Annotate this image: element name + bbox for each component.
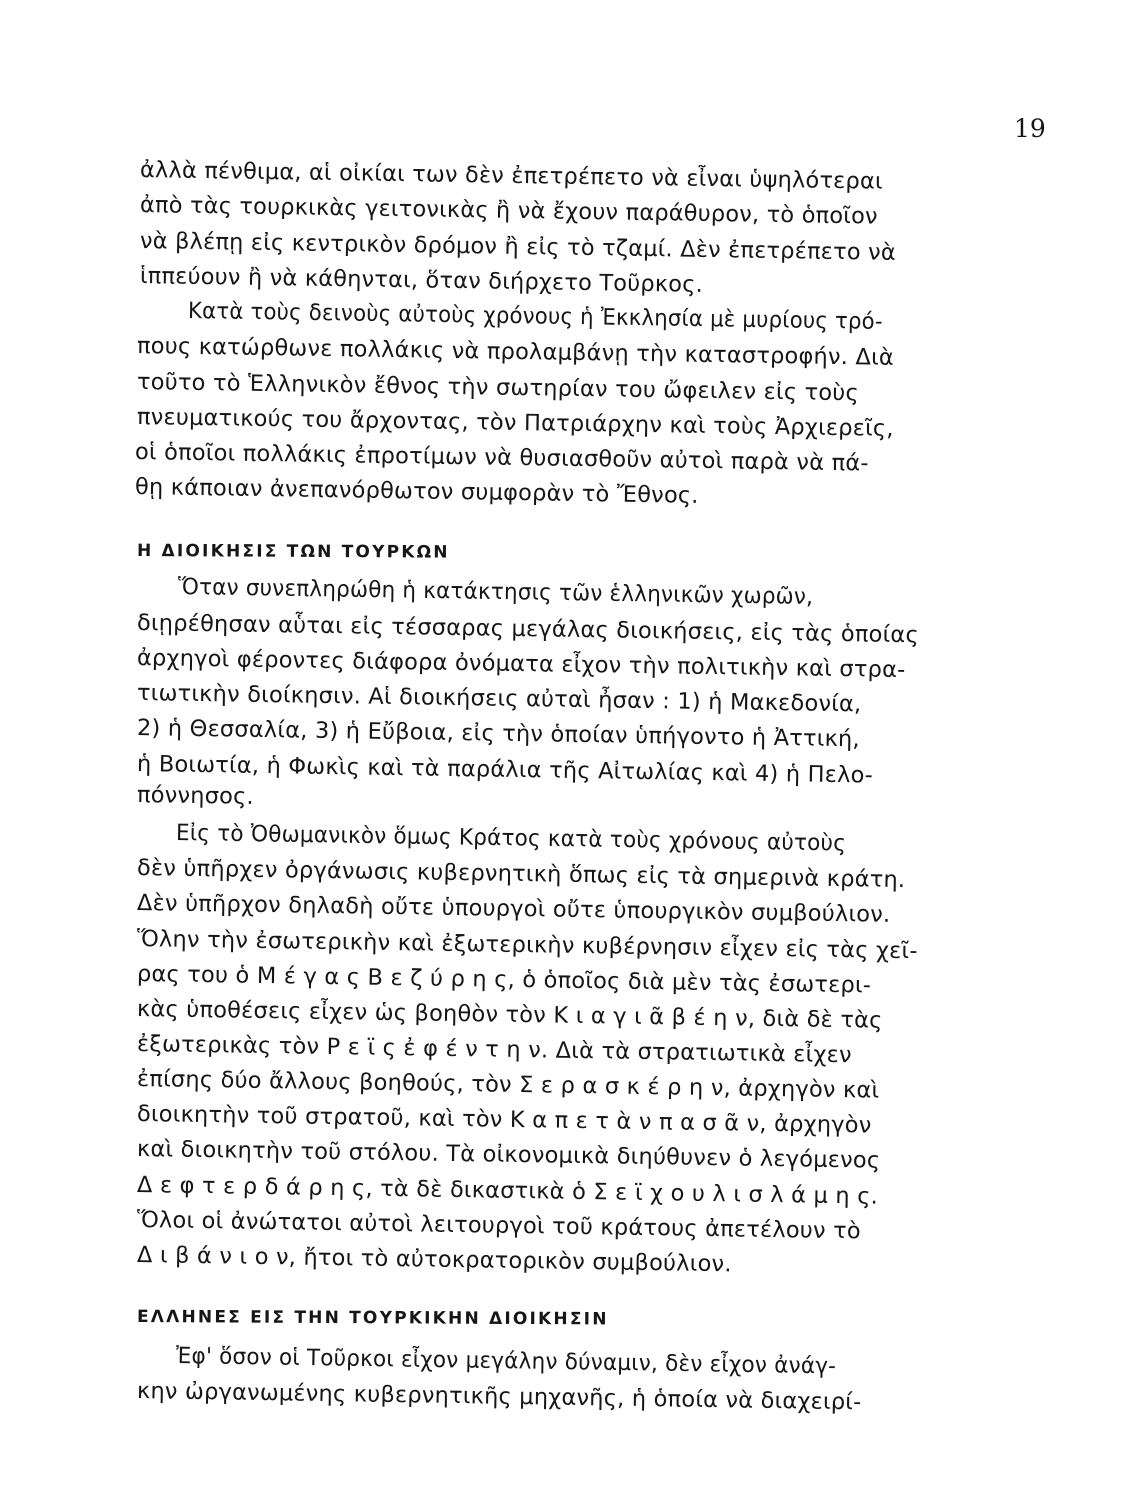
text-line: Ὅλοι οἱ ἀνώτατοι αὐτοὶ λειτουργοὶ τοῦ κράτους ἀπετέλουν τὸ xyxy=(136,1207,862,1245)
text-line: Εἰς τὸ Ὀθωμανικὸν ὅμως Κράτος κατὰ τοὺς χρόνους αὐτοὺς xyxy=(175,820,847,857)
text-line: πόννησος. xyxy=(136,782,255,810)
text-line: ρας του ὁ Μ έ γ α ς Β ε ζ ύ ρ η ς, ὁ ὁποῖος διὰ μὲν τὰς ἐσωτερι- xyxy=(136,961,872,999)
text-line: ἀρχηγοὶ φέροντες διάφορα ὀνόματα εἶχον τὴν πολιτικὴν καὶ στρα- xyxy=(136,645,906,684)
text-line: 2) ἡ Θεσσαλία, 3) ἡ Εὔβοια, εἰς τὴν ὁποίαν ὑπήγοντο ἡ Ἀττική, xyxy=(136,715,861,753)
text-line: πους κατώρθωνε πολλάκις νὰ προλαμβάνῃ τὴν καταστροφήν. Διὰ xyxy=(136,333,895,371)
page-number: 19 xyxy=(1014,114,1046,143)
text-line: Ἐφ' ὅσον οἱ Τοῦρκοι εἶχον μεγάλην δύναμιν, δὲν εἶχον ἀνάγ- xyxy=(175,1343,837,1380)
text-line: ἀπὸ τὰς τουρκικὰς γειτονικὰς ἢ νὰ ἔχουν παράθυρον, τὸ ὁποῖον xyxy=(139,192,878,230)
section-heading: Η ΔΙΟΙΚΗΣΙΣ ΤΩΝ ΤΟΥΡΚΩΝ xyxy=(136,541,450,563)
text-line: τοῦτο τὸ Ἑλληνικὸν ἔθνος τὴν σωτηρίαν του ὤφειλεν εἰς τοὺς xyxy=(136,369,860,407)
text-line: Δ ι β ά ν ι ο ν, ἤτοι τὸ αὐτοκρατορικὸν συμβούλιον. xyxy=(136,1242,732,1278)
text-line: Δὲν ὑπῆρχον δηλαδὴ οὔτε ὑπουργοὶ οὔτε ὑπουργικὸν συμβούλιον. xyxy=(136,890,891,928)
text-line: θῃ κάποιαν ἀνεπανόρθωτον συμφορὰν τὸ Ἔθνος. xyxy=(134,474,699,509)
text-line: Κατὰ τοὺς δεινοὺς αὐτοὺς χρόνους ἡ Ἐκκλησία μὲ μυρίους τρό- xyxy=(187,298,883,335)
text-line: Ὅλην τὴν ἐσωτερικὴν καὶ ἐξωτερικὴν κυβέρνησιν εἶχεν εἰς τὰς χεῖ- xyxy=(136,926,918,965)
text-line: κην ὠργανωμένης κυβερνητικῆς μηχανῆς, ἡ ὁποία νὰ διαχειρί- xyxy=(136,1378,862,1416)
text-line: τιωτικὴν διοίκησιν. Αἱ διοικήσεις αὐταὶ ἦσαν : 1) ἡ Μακεδονία, xyxy=(136,680,862,718)
text-line: δὲν ὑπῆρχεν ὀργάνωσις κυβερνητικὴ ὅπως εἰς τὰ σημερινὰ κράτη. xyxy=(136,855,906,894)
text-line: διοικητὴν τοῦ στρατοῦ, καὶ τὸν Κ α π ε τ ὰ ν π α σ ᾶ ν, ἀρχηγὸν xyxy=(136,1101,872,1139)
text-line: ἱππεύουν ἢ νὰ κάθηνται, ὅταν διήρχετο Τοῦρκος. xyxy=(139,263,704,298)
text-line: διῃρέθησαν αὗται εἰς τέσσαρας μεγάλας διοικήσεις, εἰς τὰς ὁποίας xyxy=(136,610,920,649)
text-line: οἱ ὁποῖοι πολλάκις ἐπροτίμων νὰ θυσιασθοῦν αὐτοὶ παρὰ νὰ πά- xyxy=(134,439,869,477)
text-line: ἀλλὰ πένθιμα, αἱ οἰκίαι των δὲν ἐπετρέπετο νὰ εἶναι ὑψηλότεραι xyxy=(139,157,883,195)
text-line: καὶ διοικητὴν τοῦ στόλου. Τὰ οἰκονομικὰ διηύθυνεν ὁ λεγόμενος xyxy=(136,1136,881,1174)
text-line: Ὅταν συνεπληρώθη ἡ κατάκτησις τῶν ἑλληνικῶν χωρῶν, xyxy=(177,574,814,610)
text-line: ἐπίσης δύο ἄλλους βοηθούς, τὸν Σ ε ρ α σ κ έ ρ η ν, ἀρχηγὸν καὶ xyxy=(136,1066,880,1104)
text-line: ἡ Βοιωτία, ἡ Φωκὶς καὶ τὰ παράλια τῆς Αἰτωλίας καὶ 4) ἡ Πελο- xyxy=(136,751,874,789)
text-line: ἐξωτερικὰς τὸν Ρ ε ϊ ς ἐ φ έ ν τ η ν. Διὰ τὰ στρατιωτικὰ εἶχεν xyxy=(136,1031,852,1069)
text-line: πνευματικούς του ἄρχοντας, τὸν Πατριάρχην καὶ τοὺς Ἀρχιερεῖς, xyxy=(136,404,894,442)
section-heading: ΕΛΛΗΝΕΣ ΕΙΣ ΤΗΝ ΤΟΥΡΚΙΚΗΝ ΔΙΟΙΚΗΣΙΝ xyxy=(136,1307,609,1330)
text-line: κὰς ὑποθέσεις εἶχεν ὡς βοηθὸν τὸν Κ ι α γ ι ᾶ β έ η ν, διὰ δὲ τὰς xyxy=(136,996,883,1034)
text-line: νὰ βλέπῃ εἰς κεντρικὸν δρόμον ἢ εἰς τὸ τζαμί. Δὲν ἐπετρέπετο νὰ xyxy=(139,228,897,266)
text-line: Δ ε φ τ ε ρ δ ά ρ η ς, τὰ δὲ δικαστικὰ ὁ Σ ε ϊ χ ο υ λ ι σ λ ά μ η ς. xyxy=(136,1172,879,1210)
